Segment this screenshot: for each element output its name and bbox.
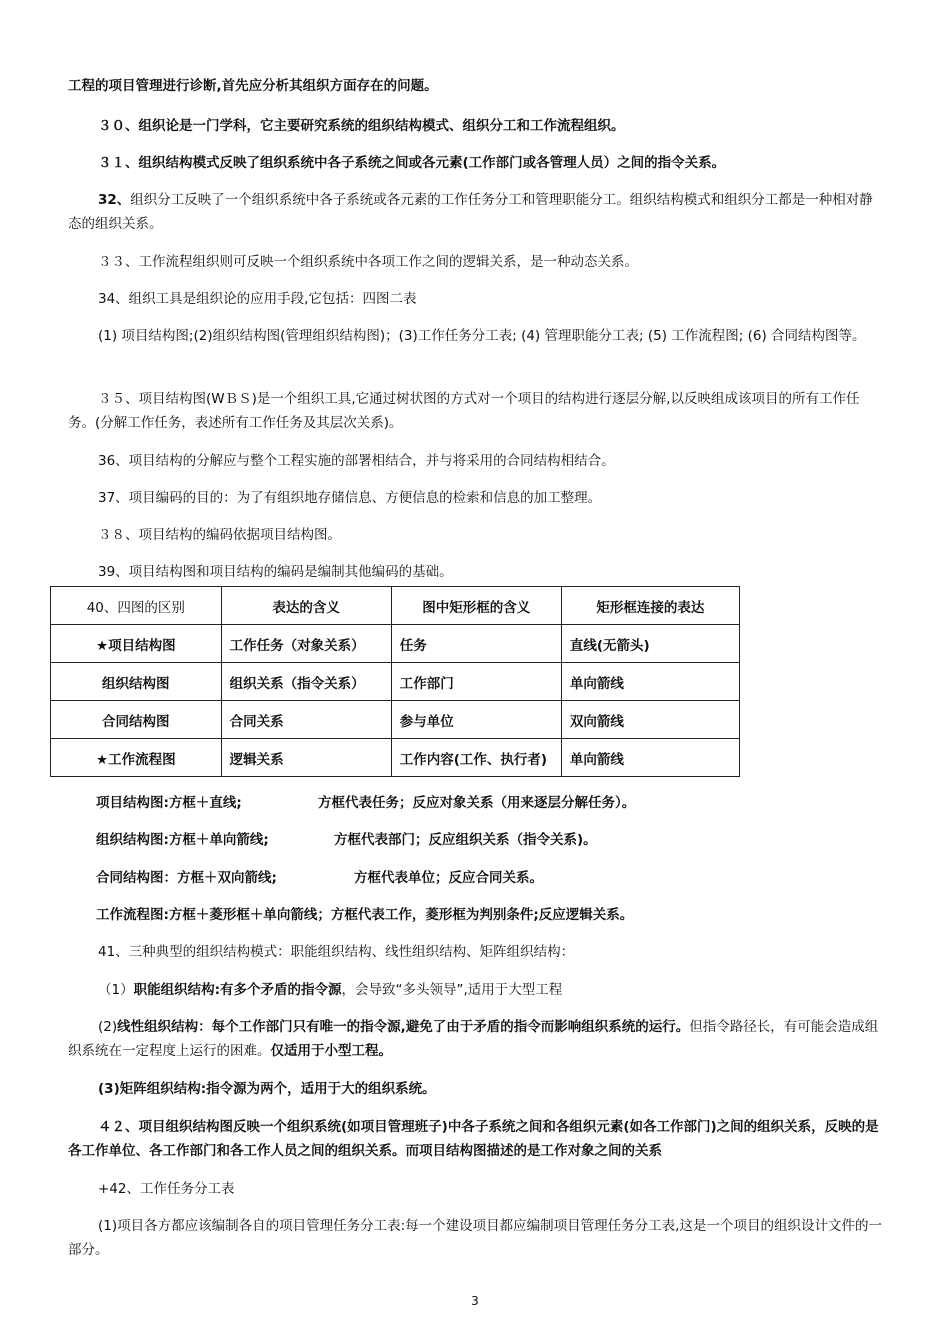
summary-left: 组织结构图:方框＋单向箭线; [96,832,269,848]
summary-line [96,904,633,926]
table-header-cell: 表达的含义 [221,587,391,625]
table-cell: 工作内容(工作、执行者) [391,739,561,777]
table-cell: 单向箭线 [561,739,739,777]
item-42b: +42、工作任务分工表 [98,1181,235,1197]
item-41-1 [68,978,886,1002]
item-37: 37、项目编码的目的：为了有组织地存储信息、方便信息的检索和信息的加工整理。 [98,490,602,506]
summary-line [96,792,636,814]
item-35: ３５、项目结构图(WＢＳ)是一个组织工具,它通过树状图的方式对一个项目的结构进行逐层分解,以反映组成该项目的所有工作任务。(分解工作任务，表述所有工作任务及其层次关系)。 [68,391,860,431]
table-cell: 工作部门 [391,663,561,701]
table-cell: 单向箭线 [561,663,739,701]
item-32-text: 组织分工反映了一个组织系统中各子系统或各元素的工作任务分工和管理职能分工。组织结构模式和组织分工都是一种相对静态的组织关系。 [68,192,873,232]
item-36: 36、项目结构的分解应与整个工程实施的部署相结合，并与将采用的合同结构相结合。 [98,453,615,469]
table-cell: 合同结构图 [51,701,222,739]
table-cell: 逻辑关系 [221,739,391,777]
table-cell: 直线(无箭头) [561,625,739,663]
four-diagrams-table [50,586,740,777]
table-cell: 任务 [391,625,561,663]
item-32-number: 32、 [98,192,131,208]
summary-left: 合同结构图：方框＋双向箭线; [96,870,277,886]
item-41-3: (3)矩阵组织结构:指令源为两个，适用于大的组织系统。 [98,1081,436,1097]
table-cell: 组织结构图 [51,663,222,701]
table-header-cell: 图中矩形框的含义 [391,587,561,625]
item-41-2-tail: 仅适用于小型工程。 [270,1043,392,1059]
table-cell: 工作任务（对象关系） [221,625,391,663]
item-41-2-bold: 线性组织结构：每个工作部门只有唯一的指令源,避免了由于矛盾的指令而影响组织系统的运行。 [117,1019,690,1035]
table-row [51,739,740,777]
page-number: 3 [471,1294,479,1308]
table-row [51,663,740,701]
table-cell: 合同关系 [221,701,391,739]
item-39: 39、项目结构图和项目结构的编码是编制其他编码的基础。 [98,564,453,580]
item-31: ３１、组织结构模式反映了组织系统中各子系统之间或各元素(工作部门或各管理人员）之间的指令关系。 [98,155,726,171]
item-41-1-rest: ，会导致“多头领导”,适用于大型工程 [341,982,563,998]
table-cell: 参与单位 [391,701,561,739]
item-30: ３０、组织论是一门学科，它主要研究系统的组织结构模式、组织分工和工作流程组织。 [98,118,625,134]
item-41-2 [68,1015,886,1063]
table-cell: ★项目结构图 [51,625,222,663]
summary-line [96,829,597,851]
summary-right: 方框代表任务；反应对象关系（用来逐层分解任务）。 [318,795,636,811]
summary-left: 工作流程图:方框＋菱形框＋单向箭线；方框代表工作，菱形框为判别条件;反应逻辑关系。 [96,907,634,923]
item-34-list: (1) 项目结构图;(2)组织结构图(管理组织结构图)；(3)工作任务分工表; (4) 管理职能分工表; (5) 工作流程图; (6) 合同结构图等。 [98,328,866,344]
intro-paragraph: 工程的项目管理进行诊断,首先应分析其组织方面存在的问题。 [68,78,438,94]
item-41-1-prefix: （1） [98,982,134,998]
item-41: 41、三种典型的组织结构模式：职能组织结构、线性组织结构、矩阵组织结构： [98,944,575,960]
table-header-row [51,587,740,625]
summary-right: 方框代表单位；反应合同关系。 [354,870,543,886]
item-42b-1: (1)项目各方都应该编制各自的项目管理任务分工表:每一个建设项目都应编制项目管理任务分工表,这是一个项目的组织设计文件的一部分。 [68,1218,882,1258]
item-33: ３３、工作流程组织则可反映一个组织系统中各项工作之间的逻辑关系，是一种动态关系。 [98,254,638,270]
table-cell: ★工作流程图 [51,739,222,777]
item-38: ３８、项目结构的编码依据项目结构图。 [98,527,341,543]
summary-right: 方框代表部门；反应组织关系（指令关系)。 [334,832,597,848]
item-41-1-bold: 职能组织结构:有多个矛盾的指令源 [133,982,342,998]
table-header-cell: 40、四图的区别 [51,587,222,625]
table-cell: 组织关系（指令关系） [221,663,391,701]
item-42: ４２、项目组织结构图反映一个组织系统(如项目管理班子)中各子系统之间和各组织元素(如各工作部门)之间的组织关系，反映的是各工作单位、各工作部门和各工作人员之间的组织关系。而项目结构图描述的是工作对象之间的关系 [68,1119,879,1159]
item-41-2-rest: 但指令路径长，有可能会造成组织系统在一定程度上运行的困难。 [68,1019,879,1059]
summary-left: 项目结构图:方框＋直线; [96,795,242,811]
table-cell: 双向箭线 [561,701,739,739]
table-row [51,701,740,739]
table-row [51,625,740,663]
summary-line [96,867,543,889]
table-header-cell: 矩形框连接的表达 [561,587,739,625]
item-41-2-prefix: (2) [98,1019,118,1035]
item-32 [68,188,886,236]
item-34: 34、组织工具是组织论的应用手段,它包括：四图二表 [98,291,417,307]
